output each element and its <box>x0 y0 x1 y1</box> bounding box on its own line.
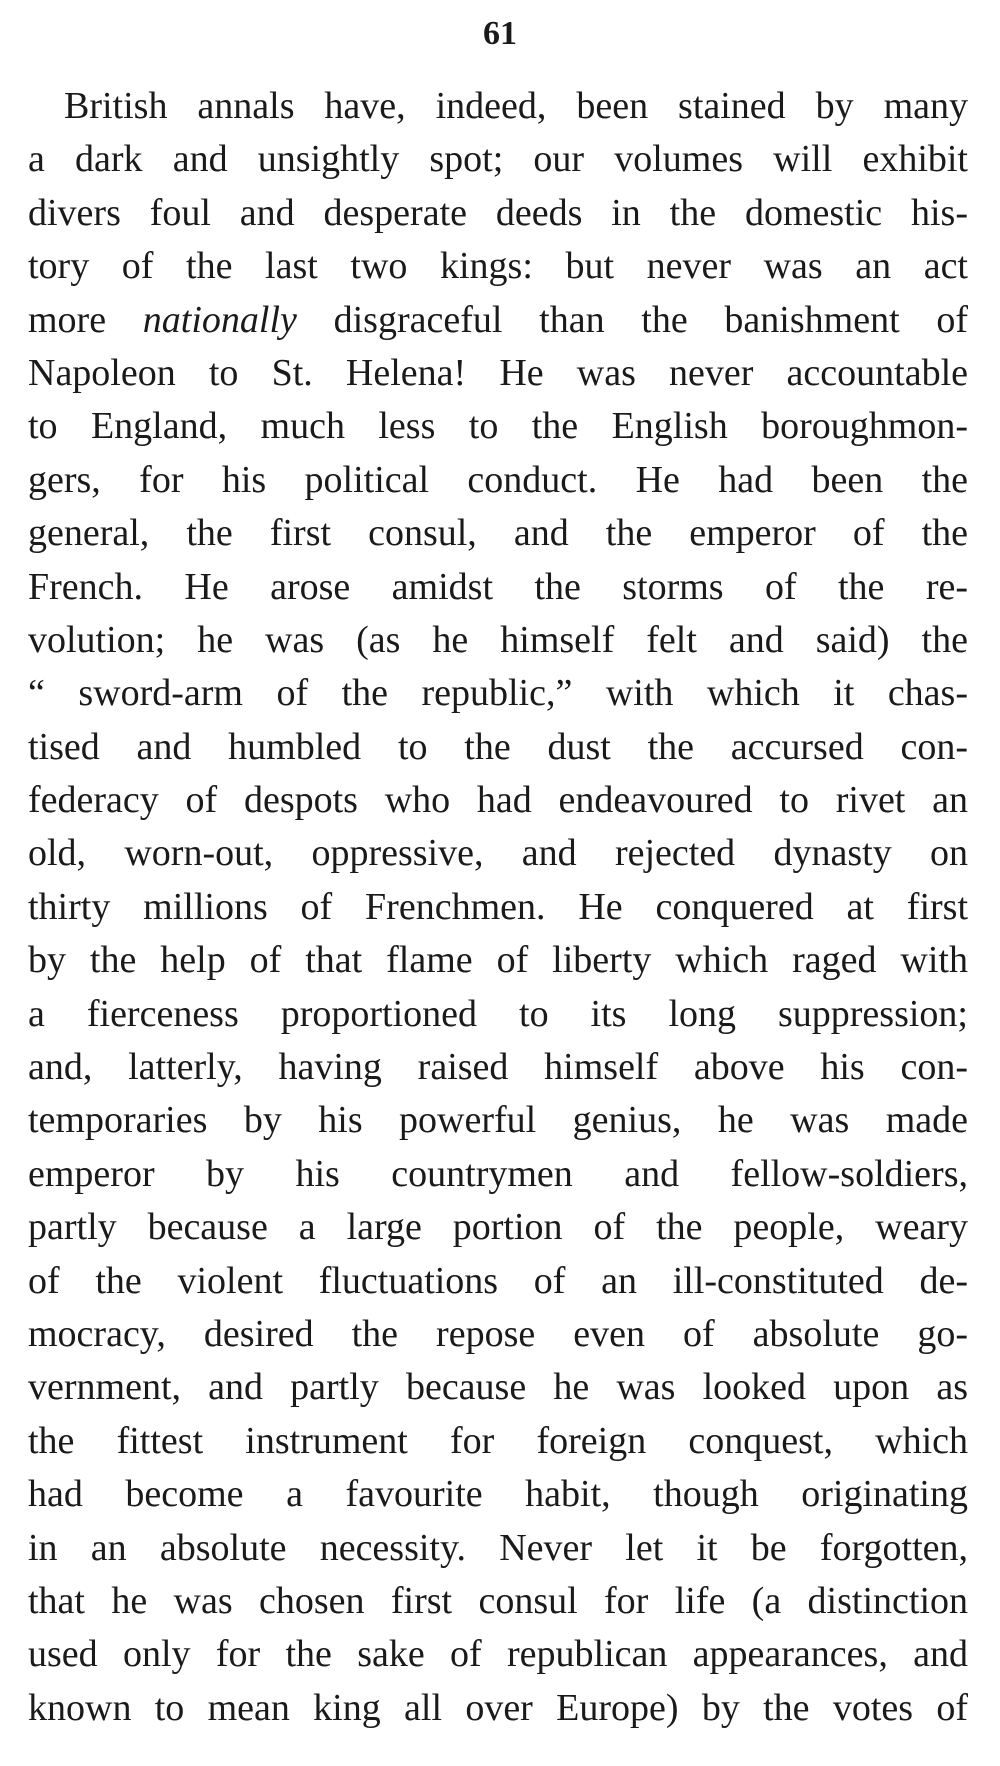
text-line: tised and humbled to the dust the accursed con- <box>28 725 968 768</box>
text-line: federacy of despots who had endeavoured to rivet an <box>28 779 968 822</box>
text-line: a dark and unsightly spot; our volumes will exhibit <box>28 138 968 181</box>
text-line: partly because a large portion of the people, weary <box>28 1206 968 1249</box>
italic-emphasis: nationally <box>142 298 297 341</box>
text-line: volution; he was (as he himself felt and said) the <box>28 618 968 661</box>
text-line: in an absolute necessity. Never let it be forgotten, <box>28 1526 968 1569</box>
text-segment: disgraceful than the banishment of <box>296 298 968 341</box>
text-line: British annals have, indeed, been stained by many <box>64 85 968 127</box>
text-line: old, worn-out, oppressive, and rejected dynasty on <box>28 832 968 875</box>
page-number: 61 <box>483 15 517 52</box>
text-line: of the violent fluctuations of an ill-constituted de- <box>28 1259 968 1302</box>
text-line: divers foul and desperate deeds in the domestic his- <box>28 191 968 234</box>
body-paragraph <box>28 80 968 1735</box>
text-line: Napoleon to St. Helena! He was never accountable <box>28 351 968 394</box>
text-line: French. He arose amidst the storms of the re- <box>28 565 968 608</box>
text-line: mocracy, desired the repose even of absolute go- <box>28 1312 968 1355</box>
text-line: thirty millions of Frenchmen. He conquered at first <box>28 885 968 928</box>
text-segment: more <box>28 298 143 341</box>
text-line: general, the first consul, and the emperor of the <box>28 512 968 555</box>
text-line: emperor by his countrymen and fellow-soldiers, <box>28 1152 968 1195</box>
text-line: used only for the sake of republican appearances, and <box>28 1633 968 1676</box>
text-line: temporaries by his powerful genius, he was made <box>28 1099 968 1142</box>
text-line: and, latterly, having raised himself above his con- <box>28 1046 968 1089</box>
text-line: tory of the last two kings: but never was an act <box>28 245 968 288</box>
text-line: had become a favourite habit, though originating <box>28 1473 968 1516</box>
text-line: by the help of that flame of liberty which raged with <box>28 939 968 982</box>
text-line: a fierceness proportioned to its long suppression; <box>28 992 968 1035</box>
text-line: vernment, and partly because he was looked upon as <box>28 1366 968 1409</box>
text-line <box>28 294 968 347</box>
text-line: the fittest instrument for foreign conquest, which <box>28 1419 968 1462</box>
text-line: that he was chosen first consul for life (a distinction <box>28 1579 968 1622</box>
text-line: gers, for his political conduct. He had been the <box>28 458 968 501</box>
text-line: to England, much less to the English boroughmon- <box>28 405 968 448</box>
text-line: known to mean king all over Europe) by the votes of <box>28 1686 968 1729</box>
text-line: “ sword-arm of the republic,” with which it chas- <box>28 672 968 715</box>
